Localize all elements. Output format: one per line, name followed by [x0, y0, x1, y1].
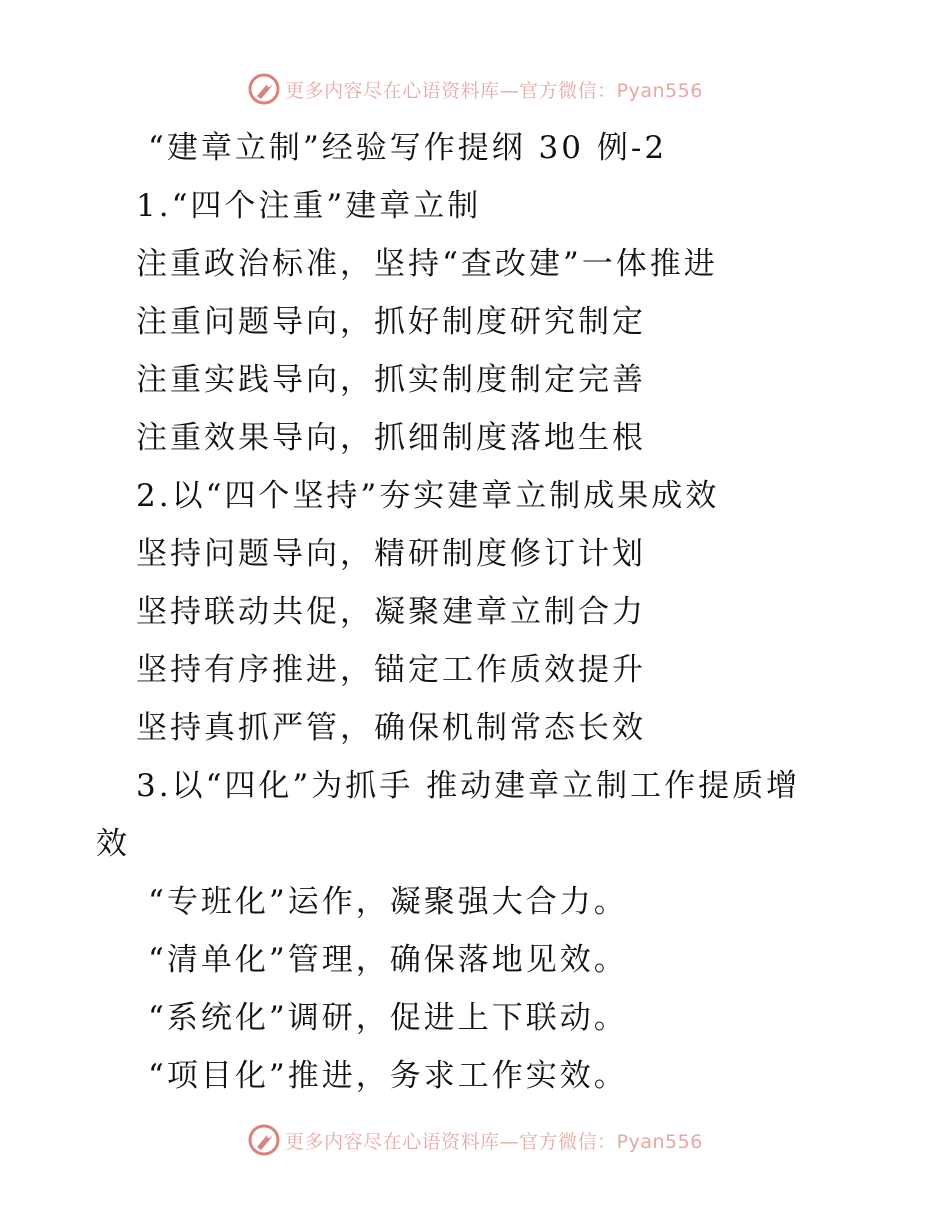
text-line: “项目化”推进，务求工作实效。: [148, 1058, 628, 1094]
watermark-text: 更多内容尽在心语资料库—官方微信：Pyan556: [285, 79, 703, 102]
section-heading-2: 2.以“四个坚持”夯实建章立制成果成效: [136, 478, 720, 514]
text-line: 注重政治标准，坚持“查改建”一体推进: [136, 246, 718, 282]
section-heading-3: 3.以“四化”为抓手 推动建章立制工作提质增: [136, 768, 801, 804]
text-line: “系统化”调研，促进上下联动。: [148, 1000, 628, 1036]
text-line: 坚持问题导向，精研制度修订计划: [136, 536, 646, 572]
pen-nib-seal-icon: [247, 1123, 281, 1157]
text-line: 坚持有序推进，锚定工作质效提升: [136, 652, 646, 688]
watermark-text: 更多内容尽在心语资料库—官方微信：Pyan556: [285, 1130, 703, 1153]
footer-watermark: [0, 1123, 950, 1157]
text-line: 注重问题导向，抓好制度研究制定: [136, 304, 646, 340]
text-line: 注重实践导向，抓实制度制定完善: [136, 362, 646, 398]
section-heading-3-continued: 效: [96, 826, 130, 862]
section-heading-1: 1.“四个注重”建章立制: [136, 188, 482, 224]
pen-nib-seal-icon: [247, 72, 281, 106]
text-line: “专班化”运作，凝聚强大合力。: [148, 884, 628, 920]
text-line: 坚持真抓严管，确保机制常态长效: [136, 710, 646, 746]
text-line: 坚持联动共促，凝聚建章立制合力: [136, 594, 646, 630]
text-line: 注重效果导向，抓细制度落地生根: [136, 420, 646, 456]
text-line: “清单化”管理，确保落地见效。: [148, 942, 628, 978]
document-title: “建章立制”经验写作提纲 30 例-2: [148, 130, 668, 166]
header-watermark: [0, 72, 950, 106]
